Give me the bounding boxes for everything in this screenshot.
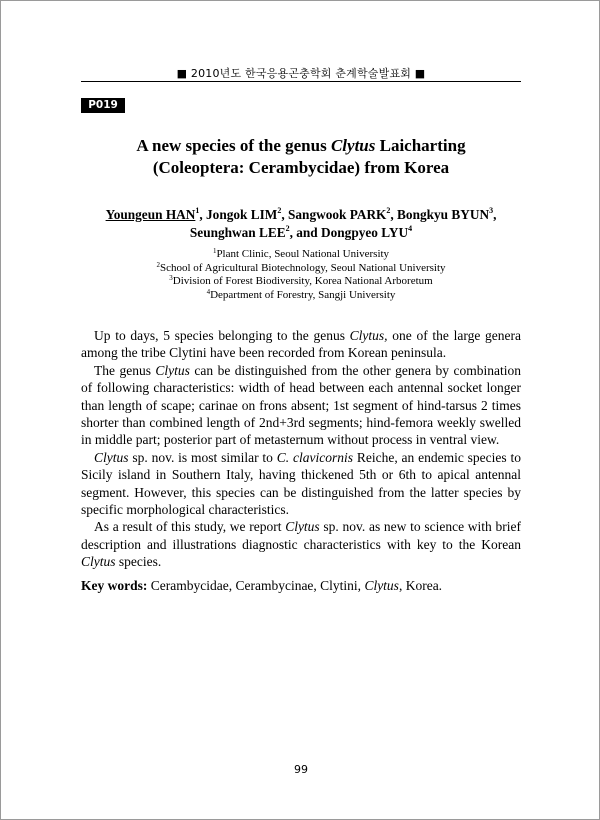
keywords-label: Key words: [81,578,148,593]
affiliation [81,262,521,276]
author-sep: , [281,207,288,222]
affiliation-sup: 1 [212,247,217,255]
italic-run: Clytus, [349,328,388,343]
running-header: ■ 2010년도 한국응용곤충학회 춘계학술발표회 ■ [176,67,426,80]
abstract-paragraph [81,327,521,362]
text-run: sp. nov. is most similar to [128,449,277,465]
author-sep: , [199,207,207,222]
author-name: Bongkyu BYUN [397,207,490,222]
title-line1-post: Laicharting [375,136,466,155]
author-sup: 1 [195,206,200,215]
affiliation [81,289,521,303]
author-sep: , [390,207,398,222]
keywords-text: , Korea. [398,578,443,593]
text-run: can be distinguished from the other genera by combination of following characteristics: width of head between each antennal socket longer than length of scape; carinae on frons absent; 1st segment of hind-tarsus 2 times shorter than combined length of 2nd+3rd segments; hind-femora weekly swelled in middle part; posterior part of metasternum without process in ventral view. [81,362,522,448]
poster-id-badge: P019 [81,98,125,113]
text-run: one of the large genera among the tribe Clytini have been recorded from Korean peninsula. [81,328,521,361]
italic-run: Clytus [155,362,190,378]
abstract-body [81,327,521,571]
affiliation-text: Department of Forestry, Sangji University [210,288,396,301]
paper-title [81,135,521,179]
text-run: species. [115,554,162,570]
affiliation [81,248,521,262]
affiliation-sup: 3 [169,274,173,282]
affiliation-sup: 4 [206,287,211,296]
italic-run: C. clavicornis [276,449,353,465]
author-name: Jongok LIM [206,207,278,222]
author-name: Youngeun HAN [105,207,196,222]
keywords-text: Cerambycidae, Cerambycinae, Clytini, [147,578,365,593]
title-genus: Clytus [330,136,376,155]
text-run: As a result of this study, we report [94,519,286,535]
author-sup: 2 [285,224,290,233]
author-sup: 2 [277,206,282,215]
author-sup: 4 [408,224,413,233]
italic-run: Clytus [285,519,320,535]
affiliation-text: Division of Forest Biodiversity, Korea National Arboretum [172,275,433,287]
affiliation [81,275,521,289]
abstract-paragraph [81,449,521,519]
keywords [81,577,521,594]
title-line1-pre: A new species of the genus [136,136,331,155]
abstract-paragraph [81,518,521,570]
author-sep: , [493,207,497,222]
author-name: Seunghwan LEE [189,225,286,240]
text-run: sp. nov. as new to science with brief description and illustrations diagnostic characteristics with key to the Korean [81,519,521,552]
keywords-italic: Clytus [364,578,399,593]
affiliation-text: Plant Clinic, Seoul National University [216,248,390,260]
italic-run: Clytus [81,554,116,570]
author-name: Sangwook PARK [288,207,387,222]
author-name: Dongpyeo LYU [321,225,409,240]
affiliation-text: School of Agricultural Biotechnology, Seoul National University [159,261,446,274]
author-list [81,206,521,242]
title-line2: (Coleoptera: Cerambycidae) from Korea [152,158,450,177]
author-sep: , and [289,225,322,240]
author-sup: 3 [489,206,494,215]
page-number: 99 [294,763,308,776]
affiliation-sup: 2 [156,260,160,269]
italic-run: Clytus [94,449,129,465]
text-run: Up to days, 5 species belonging to the genus [94,328,350,343]
text-run: Reiche, an endemic species to Sicily island in Southern Italy, having thickened 5th or 6th to apical antennal segment. However, this species can be distinguished from the latter species by specific morphological characteristics. [81,449,522,518]
header-rule [81,81,521,82]
text-run: The genus [94,362,156,378]
affiliation-list [81,248,521,302]
abstract-paragraph [81,362,521,449]
author-sup: 2 [386,206,391,215]
